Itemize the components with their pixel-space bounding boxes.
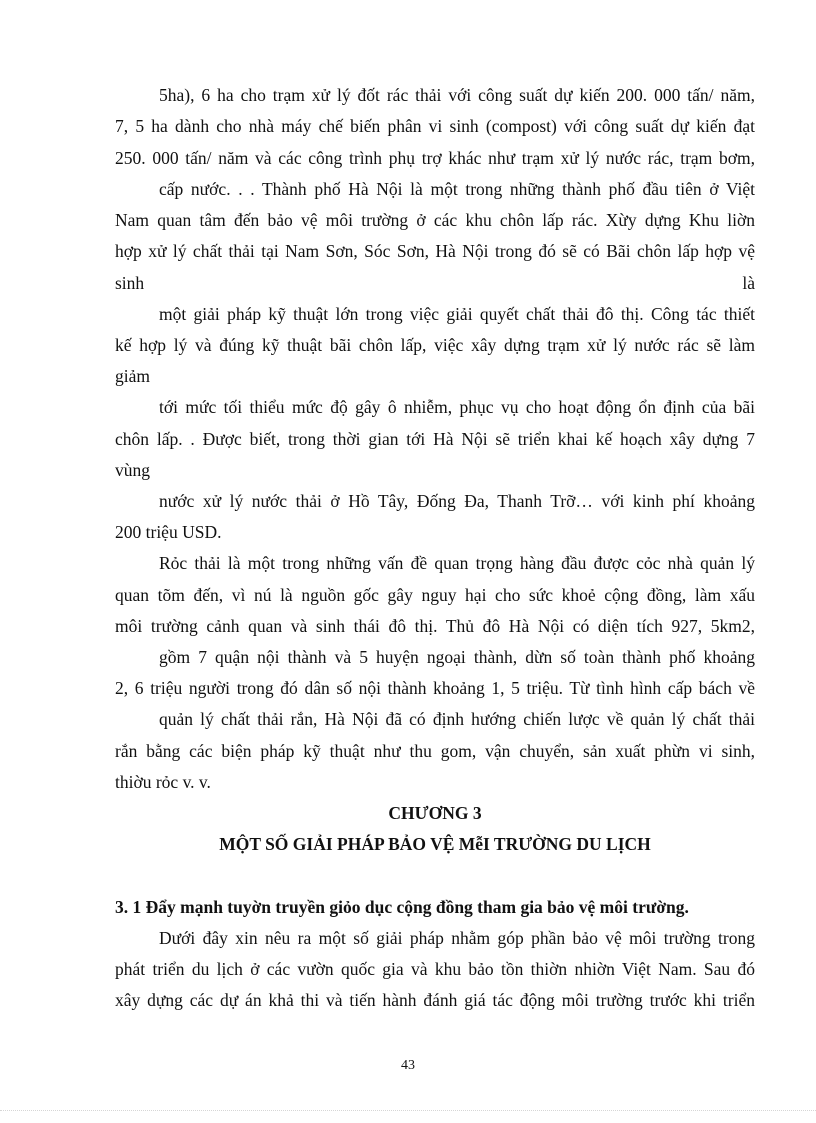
text-line: môi trường cảnh quan và sinh thái đô thị. Thủ đô Hà Nội có diện tích 927, 5km2,: [115, 616, 755, 636]
text-line: phát triển du lịch ở các vườn quốc gia và khu bảo tồn thiờn nhiờn Việt Nam. Sau đó: [115, 959, 755, 979]
text-line: chôn lấp. . Được biết, trong thời gian tới Hà Nội sẽ triển khai kế hoạch xây dựng 7: [115, 429, 755, 449]
text-line: Nam quan tâm đến bảo vệ môi trường ở các khu chôn lấp rác. Xừy dựng Khu liờn: [115, 210, 755, 230]
text-line: vùng: [115, 460, 150, 480]
text-line: một giải pháp kỹ thuật lớn trong việc giải quyết chất thải đô thị. Công tác thiết: [159, 304, 755, 324]
text-line: hợp xử lý chất thải tại Nam Sơn, Sóc Sơn, Hà Nội trong đó sẽ có Bãi chôn lấp hợp vệ: [115, 241, 755, 261]
text-line: sinh: [115, 273, 145, 293]
chapter-title: MỘT SỐ GIẢI PHÁP BẢO VỆ MễI TRƯỜNG DU LỊCH: [219, 834, 651, 854]
text-line: Dưới đây xin nêu ra một số giải pháp nhằm góp phần bảo vệ môi trường trong: [159, 928, 755, 948]
text-line: là: [742, 273, 755, 293]
text-line: rắn bằng các biện pháp kỹ thuật như thu gom, vận chuyển, sản xuất phừn vi sinh,: [115, 741, 755, 761]
text-line: thiờu rỏc v. v.: [115, 772, 211, 792]
page-bottom-rule: [0, 1110, 816, 1111]
text-line: kế hợp lý và đúng kỹ thuật bãi chôn lấp, việc xây dựng trạm xử lý nước rác sẽ làm: [115, 335, 755, 355]
text-line: cấp nước. . . Thành phố Hà Nội là một trong những thành phố đầu tiên ở Việt: [159, 179, 755, 199]
section-heading: 3. 1 Đẩy mạnh tuyờn truyền giỏo dục cộng đồng tham gia bảo vệ môi trường.: [115, 897, 689, 917]
text-line: 200 triệu USD.: [115, 522, 222, 542]
text-line: 5ha), 6 ha cho trạm xử lý đốt rác thải với công suất dự kiến 200. 000 tấn/ năm,: [159, 85, 755, 105]
text-line: Rỏc thải là một trong những vấn đề quan trọng hàng đầu được cỏc nhà quản lý: [159, 553, 755, 573]
text-line: 7, 5 ha dành cho nhà máy chế biến phân vi sinh (compost) với công suất dự kiến đạt: [115, 116, 755, 136]
text-line: quản lý chất thải rắn, Hà Nội đã có định hướng chiến lược về quản lý chất thải: [159, 709, 755, 729]
text-line: xây dựng các dự án khả thi và tiến hành đánh giá tác động môi trường trước khi triển: [115, 990, 755, 1010]
text-line: tới mức tối thiểu mức độ gây ô nhiễm, phục vụ cho hoạt động ổn định của bãi: [159, 397, 755, 417]
text-line: 250. 000 tấn/ năm và các công trình phụ trợ khác như trạm xử lý nước rác, trạm bơm,: [115, 148, 755, 168]
text-line: nước xử lý nước thải ở Hồ Tây, Đống Đa, Thanh Trỡ… với kinh phí khoảng: [159, 491, 755, 511]
text-line: gồm 7 quận nội thành và 5 huyện ngoại thành, dừn số toàn thành phố khoảng: [159, 647, 755, 667]
text-line: 2, 6 triệu người trong đó dân số nội thành khoảng 1, 5 triệu. Từ tình hình cấp bách về: [115, 678, 755, 698]
text-line: giảm: [115, 366, 150, 386]
chapter-number: CHƯƠNG 3: [388, 803, 482, 823]
text-line: quan tõm đến, vì nú là nguồn gốc gây nguy hại cho sức khoẻ cộng đồng, làm xấu: [115, 585, 755, 605]
page-number: 43: [401, 1058, 415, 1073]
